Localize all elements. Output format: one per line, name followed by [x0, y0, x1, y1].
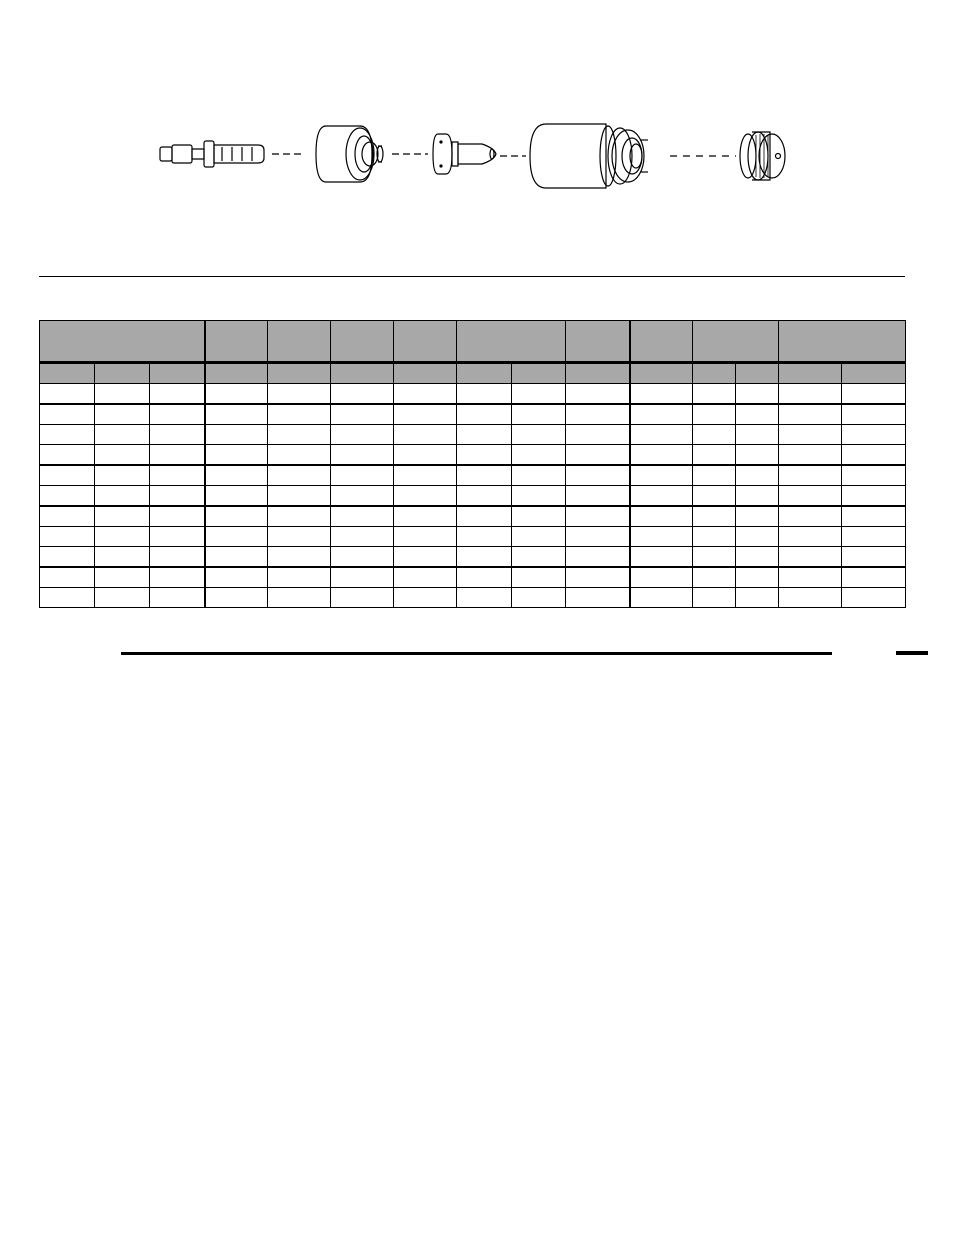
table-cell — [150, 445, 205, 466]
header-cell — [394, 321, 457, 363]
table-cell — [394, 465, 457, 486]
table-cell — [842, 567, 906, 588]
table-cell — [779, 425, 842, 445]
table-cell — [630, 567, 693, 588]
table-cell — [268, 506, 331, 527]
table-cell — [842, 425, 906, 445]
subheader-cell — [736, 363, 779, 384]
section-divider-bottom — [121, 652, 832, 655]
table-cell — [40, 588, 95, 608]
table-cell — [457, 506, 512, 527]
table-cell — [736, 588, 779, 608]
table-cell — [205, 384, 268, 405]
subheader-cell — [40, 363, 95, 384]
table-cell — [95, 588, 150, 608]
subheader-cell — [693, 363, 736, 384]
table-cell — [736, 506, 779, 527]
shield-icon — [740, 132, 785, 180]
table-cell — [566, 425, 630, 445]
table-cell — [842, 445, 906, 466]
table-cell — [40, 527, 95, 547]
table-cell — [95, 486, 150, 507]
table-cell — [205, 588, 268, 608]
table-cell — [779, 445, 842, 466]
table-cell — [736, 425, 779, 445]
table-cell — [150, 506, 205, 527]
table-cell — [95, 404, 150, 425]
table-cell — [457, 404, 512, 425]
table-cell — [205, 527, 268, 547]
table-cell — [394, 588, 457, 608]
header-cell — [693, 321, 779, 363]
table-cell — [268, 404, 331, 425]
subheader-cell — [394, 363, 457, 384]
subheader-cell — [457, 363, 512, 384]
table-cell — [150, 384, 205, 405]
table-cell — [566, 547, 630, 568]
table-cell — [40, 445, 95, 466]
table-cell — [457, 567, 512, 588]
table-row — [40, 465, 906, 486]
table-cell — [512, 527, 566, 547]
table-cell — [779, 547, 842, 568]
table-cell — [40, 425, 95, 445]
table-cell — [736, 445, 779, 466]
nozzle-icon — [433, 134, 496, 174]
table-row — [40, 567, 906, 588]
table-cell — [779, 486, 842, 507]
table-cell — [630, 506, 693, 527]
table-cell — [150, 527, 205, 547]
table-cell — [268, 567, 331, 588]
subheader-cell — [512, 363, 566, 384]
table-cell — [150, 465, 205, 486]
table-cell — [566, 527, 630, 547]
table-cell — [205, 547, 268, 568]
table-cell — [394, 547, 457, 568]
table-cell — [268, 465, 331, 486]
table-cell — [630, 465, 693, 486]
table-cell — [779, 567, 842, 588]
table-cell — [205, 404, 268, 425]
table-cell — [842, 404, 906, 425]
table-cell — [630, 547, 693, 568]
table-cell — [693, 547, 736, 568]
table-cell — [205, 425, 268, 445]
table-cell — [736, 527, 779, 547]
table-cell — [842, 465, 906, 486]
table-cell — [394, 527, 457, 547]
torch-parts-diagram — [0, 0, 954, 230]
table-cell — [512, 567, 566, 588]
table-cell — [630, 445, 693, 466]
table-cell — [457, 486, 512, 507]
table-cell — [150, 425, 205, 445]
electrode-icon — [160, 141, 264, 167]
table-cell — [40, 567, 95, 588]
table-cell — [693, 506, 736, 527]
header-cell — [331, 321, 394, 363]
header-cell — [630, 321, 693, 363]
table-cell — [736, 567, 779, 588]
table-cell — [331, 567, 394, 588]
table-row — [40, 445, 906, 466]
table-cell — [95, 527, 150, 547]
table-row — [40, 384, 906, 405]
header-cell — [268, 321, 331, 363]
table-cell — [40, 404, 95, 425]
table-cell — [331, 404, 394, 425]
table-cell — [630, 404, 693, 425]
table-cell — [331, 527, 394, 547]
table-row — [40, 425, 906, 445]
table-cell — [736, 384, 779, 405]
table-cell — [150, 486, 205, 507]
table-cell — [457, 425, 512, 445]
table-cell — [205, 567, 268, 588]
header-cell — [566, 321, 630, 363]
table-cell — [566, 567, 630, 588]
table-cell — [40, 486, 95, 507]
table-row — [40, 404, 906, 425]
table-row — [40, 506, 906, 527]
table-cell — [566, 486, 630, 507]
table-cell — [779, 465, 842, 486]
table-cell — [693, 404, 736, 425]
table-cell — [95, 547, 150, 568]
table-cell — [457, 527, 512, 547]
subheader-cell — [150, 363, 205, 384]
table-cell — [331, 547, 394, 568]
table-cell — [779, 506, 842, 527]
table-cell — [331, 384, 394, 405]
table-cell — [457, 384, 512, 405]
table-cell — [150, 588, 205, 608]
table-cell — [95, 506, 150, 527]
table-cell — [512, 486, 566, 507]
table-cell — [268, 547, 331, 568]
table-cell — [842, 588, 906, 608]
table-cell — [394, 404, 457, 425]
table-cell — [566, 506, 630, 527]
table-cell — [205, 465, 268, 486]
subheader-cell — [630, 363, 693, 384]
table-cell — [268, 425, 331, 445]
table-cell — [693, 527, 736, 547]
table-cell — [331, 445, 394, 466]
table-cell — [512, 547, 566, 568]
table-cell — [394, 384, 457, 405]
table-cell — [693, 486, 736, 507]
table-cell — [630, 588, 693, 608]
table-cell — [842, 527, 906, 547]
subheader-cell — [95, 363, 150, 384]
table-cell — [40, 547, 95, 568]
table-row — [40, 588, 906, 608]
table-cell — [779, 404, 842, 425]
table-cell — [457, 465, 512, 486]
table-cell — [693, 588, 736, 608]
table-cell — [394, 567, 457, 588]
subheader-cell — [842, 363, 906, 384]
swirl-ring-icon — [316, 126, 383, 182]
table-cell — [331, 465, 394, 486]
table-cell — [566, 445, 630, 466]
table-cell — [331, 486, 394, 507]
table-cell — [693, 425, 736, 445]
table-cell — [40, 506, 95, 527]
table-cell — [736, 486, 779, 507]
table-cell — [457, 445, 512, 466]
table-row — [40, 527, 906, 547]
table-cell — [630, 384, 693, 405]
table-cell — [842, 486, 906, 507]
table-cell — [95, 567, 150, 588]
table-cell — [268, 588, 331, 608]
table-cell — [394, 445, 457, 466]
table-cell — [268, 445, 331, 466]
table-cell — [331, 506, 394, 527]
table-row — [40, 486, 906, 507]
table-cell — [512, 384, 566, 405]
subheader-cell — [331, 363, 394, 384]
subheader-cell — [779, 363, 842, 384]
table-cell — [150, 547, 205, 568]
table-cell — [693, 445, 736, 466]
table-row — [40, 547, 906, 568]
page-edge-tab — [896, 651, 928, 655]
table-cell — [736, 465, 779, 486]
section-divider-top — [39, 276, 905, 277]
subheader-cell — [205, 363, 268, 384]
table-cell — [512, 588, 566, 608]
table-cell — [95, 425, 150, 445]
table-cell — [566, 384, 630, 405]
table-cell — [512, 404, 566, 425]
table-cell — [40, 465, 95, 486]
header-cell — [457, 321, 566, 363]
table-cell — [268, 527, 331, 547]
table-cell — [150, 567, 205, 588]
table-cell — [331, 588, 394, 608]
shield-cap-icon — [530, 124, 648, 188]
table-cell — [95, 445, 150, 466]
table-cell — [512, 465, 566, 486]
table-cell — [95, 384, 150, 405]
table-cell — [693, 384, 736, 405]
table-cell — [512, 425, 566, 445]
subheader-cell — [268, 363, 331, 384]
table-header-row — [40, 321, 906, 363]
table-cell — [457, 588, 512, 608]
table-cell — [842, 547, 906, 568]
table-cell — [394, 425, 457, 445]
subheader-cell — [566, 363, 630, 384]
table-cell — [268, 486, 331, 507]
table-cell — [842, 384, 906, 405]
table-cell — [779, 588, 842, 608]
header-cell — [779, 321, 906, 363]
table-cell — [394, 506, 457, 527]
table-cell — [331, 425, 394, 445]
table-cell — [205, 486, 268, 507]
table-cell — [693, 465, 736, 486]
table-cell — [736, 547, 779, 568]
table-cell — [150, 404, 205, 425]
table-cell — [779, 527, 842, 547]
table-subheader-row — [40, 363, 906, 384]
table-cell — [457, 547, 512, 568]
table-cell — [512, 445, 566, 466]
table-cell — [566, 404, 630, 425]
table-cell — [630, 527, 693, 547]
cut-chart-table — [39, 320, 906, 608]
table-cell — [693, 567, 736, 588]
table-cell — [205, 506, 268, 527]
table-cell — [630, 425, 693, 445]
table-cell — [394, 486, 457, 507]
table-cell — [630, 486, 693, 507]
table-cell — [842, 506, 906, 527]
table-cell — [512, 506, 566, 527]
table-cell — [40, 384, 95, 405]
table-cell — [566, 465, 630, 486]
table-cell — [268, 384, 331, 405]
table-cell — [205, 445, 268, 466]
table-cell — [95, 465, 150, 486]
header-cell — [40, 321, 205, 363]
table-cell — [779, 384, 842, 405]
header-cell — [205, 321, 268, 363]
table-cell — [736, 404, 779, 425]
table-cell — [566, 588, 630, 608]
